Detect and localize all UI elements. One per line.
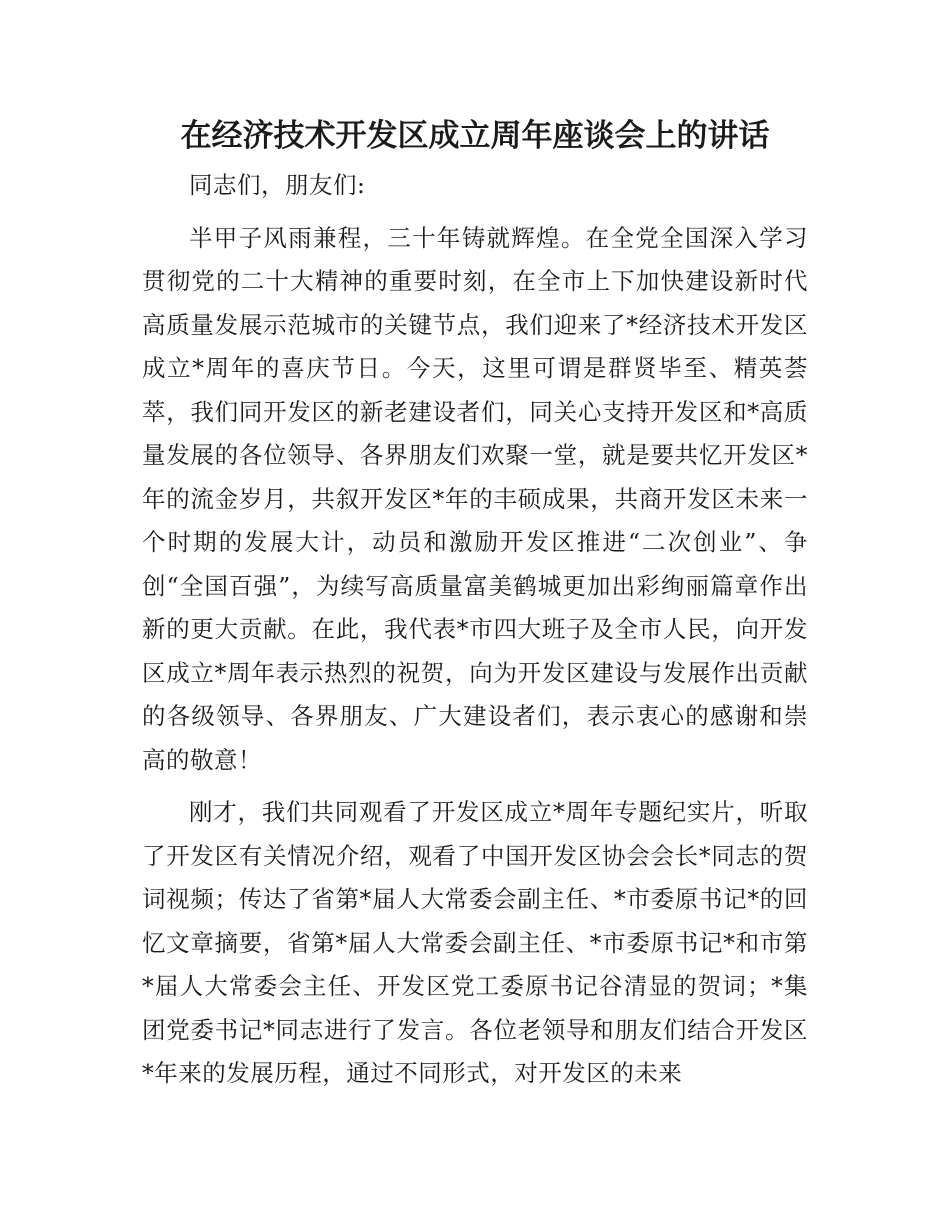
document-title: 在经济技术开发区成立周年座谈会上的讲话 [180, 118, 770, 154]
paragraph-1: 半甲子风雨兼程，三十年铸就辉煌。在全党全国深入学习贯彻党的二十大精神的重要时刻，在全市上下加快建设新时代高质量发展示范城市的关键节点，我们迎来了*经济技术开发区成立*周年的喜庆节日。今天，这里可谓是群贤毕至、精英荟萃，我们同开发区的新老建设者们，同关心支持开发区和*高质量发展的各位领导、各界朋友们欢聚一堂，就是要共忆开发区*年的流金岁月，共叙开发区*年的丰硕成果，共商开发区未来一个时期的发展大计，动员和激励开发区推进“二次创业”、争创“全国百强”，为续写高质量富美鹤城更加出彩绚丽篇章作出新的更大贡献。在此，我代表*市四大班子及全市人民，向开发区成立*周年表示热烈的祝贺，向为开发区建设与发展作出贡献的各级领导、各界朋友、广大建设者们，表示衷心的感谢和崇高的敬意！ [142, 223, 808, 774]
document-body [142, 164, 808, 1105]
paragraph-2: 刚才，我们共同观看了开发区成立*周年专题纪实片，听取了开发区有关情况介绍，观看了中国开发区协会会长*同志的贺词视频；传达了省第*届人大常委会副主任、*市委原书记*的回忆文章摘要，省第*届人大常委会副主任、*市委原书记*和市第*届人大常委会主任、开发区党工委原书记谷清显的贺词；*集团党委书记*同志进行了发言。各位老领导和朋友们结合开发区*年来的发展历程，通过不同形式，对开发区的未来 [142, 798, 808, 1087]
salutation: 同志们，朋友们: [189, 171, 366, 199]
